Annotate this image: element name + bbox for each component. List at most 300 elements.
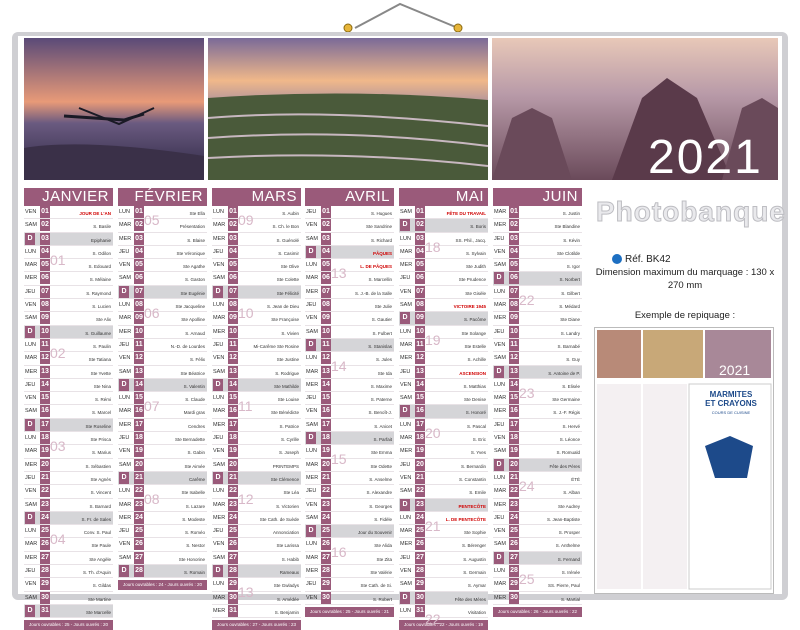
day-row bbox=[305, 392, 394, 405]
day-number: 15 bbox=[321, 392, 331, 404]
weekday: VEN bbox=[25, 395, 37, 402]
day-row bbox=[399, 206, 488, 219]
day-row bbox=[24, 565, 113, 578]
week-number: 15 bbox=[331, 451, 347, 468]
weekday: VEN bbox=[213, 355, 225, 362]
weekday: LUN bbox=[119, 488, 131, 495]
day-number: 19 bbox=[40, 445, 50, 457]
weekday: JEU bbox=[213, 248, 224, 255]
saint-name: S. Anselme bbox=[369, 476, 392, 482]
saint-name: S. Romain bbox=[183, 570, 205, 576]
weekday: SAM bbox=[213, 368, 225, 375]
weekday: JEU bbox=[306, 302, 317, 309]
weekday: MER bbox=[494, 408, 507, 415]
week-number: 02 bbox=[50, 344, 66, 361]
day-number: 04 bbox=[40, 246, 50, 258]
weekday: D bbox=[306, 339, 316, 351]
weekday: JEU bbox=[306, 581, 317, 588]
week-number: 07 bbox=[144, 398, 160, 415]
day-number: 26 bbox=[134, 538, 144, 550]
saint-name: Ste Olive bbox=[280, 264, 299, 270]
day-row bbox=[24, 259, 113, 272]
saint-name: S. Anicet bbox=[374, 423, 392, 429]
day-number: 06 bbox=[228, 272, 238, 284]
weekday: JEU bbox=[213, 435, 224, 442]
saint-name: S. Arnaud bbox=[185, 330, 205, 336]
week-number: 10 bbox=[238, 305, 254, 322]
day-row bbox=[118, 379, 207, 392]
weekday: VEN bbox=[494, 528, 506, 535]
weekday: JEU bbox=[119, 248, 130, 255]
saint-name: S. Hugues bbox=[370, 211, 392, 216]
weekday: D bbox=[25, 605, 35, 617]
saint-name: SS. Phil., Jacq. bbox=[455, 237, 486, 243]
day-row bbox=[493, 499, 582, 512]
saint-name: S. Habib bbox=[281, 556, 299, 562]
day-row bbox=[305, 432, 394, 445]
saint-name: S. Parfait bbox=[373, 437, 392, 443]
weekday: JEU bbox=[25, 288, 36, 295]
day-number: 27 bbox=[228, 552, 238, 564]
saint-name: S. Patrice bbox=[279, 423, 299, 429]
day-number: 16 bbox=[509, 405, 519, 417]
saint-name: S. Bernardin bbox=[460, 463, 486, 469]
month-footer: Jours ouvrables : 25 - Jours ouvrés : 21 bbox=[305, 607, 394, 617]
day-number: 02 bbox=[321, 219, 331, 231]
weekday: JEU bbox=[400, 554, 411, 561]
saint-name: S. Blaise bbox=[187, 237, 205, 243]
day-list bbox=[493, 206, 582, 605]
day-row bbox=[493, 206, 582, 219]
day-number: 10 bbox=[228, 326, 238, 338]
saint-name: L. DE PENTECÔTE bbox=[445, 516, 486, 522]
weekday: MER bbox=[494, 222, 507, 229]
weekday: D bbox=[25, 512, 35, 524]
weekday: VEN bbox=[119, 448, 131, 455]
day-row bbox=[305, 206, 394, 219]
day-number: 30 bbox=[228, 592, 238, 604]
saint-name: Annonciation bbox=[272, 530, 299, 536]
day-row bbox=[212, 605, 301, 618]
weekday: MAR bbox=[494, 209, 507, 215]
day-row bbox=[212, 592, 301, 605]
day-number: 13 bbox=[321, 366, 331, 378]
saint-name: Ste Honorine bbox=[178, 556, 205, 562]
day-number: 09 bbox=[509, 312, 519, 324]
weekday: D bbox=[400, 592, 410, 604]
weekday: VEN bbox=[306, 501, 318, 508]
day-row bbox=[212, 219, 301, 232]
saint-name: Ste Gisèle bbox=[465, 290, 486, 296]
day-row bbox=[24, 379, 113, 392]
saint-name: Ste Larissa bbox=[276, 543, 299, 549]
weekday: SAM bbox=[119, 368, 131, 375]
saint-name: Ste Isabelle bbox=[181, 490, 205, 496]
saint-name: S. Amédée bbox=[276, 596, 299, 602]
day-row bbox=[493, 592, 582, 605]
saint-name: PRINTEMPS bbox=[272, 463, 299, 469]
saint-name: S. J.-B. de la Salle bbox=[354, 290, 392, 296]
day-row bbox=[118, 326, 207, 339]
month-header: FÉVRIER bbox=[118, 188, 207, 206]
saint-name: Ste Alida bbox=[374, 543, 392, 549]
weekday: JEU bbox=[213, 528, 224, 535]
day-row bbox=[399, 392, 488, 405]
day-number: 22 bbox=[415, 485, 425, 497]
photo-rice-terraces bbox=[208, 38, 488, 180]
saint-name: Ste Valérie bbox=[370, 570, 392, 576]
weekday: LUN bbox=[119, 395, 131, 402]
week-number: 08 bbox=[144, 491, 160, 508]
day-row bbox=[305, 459, 394, 472]
day-number: 20 bbox=[228, 459, 238, 471]
day-row bbox=[24, 233, 113, 246]
weekday: VEN bbox=[400, 568, 412, 575]
day-number: 14 bbox=[321, 379, 331, 391]
day-number: 28 bbox=[509, 565, 519, 577]
weekday: MAR bbox=[119, 222, 132, 229]
day-row bbox=[24, 538, 113, 551]
day-row bbox=[212, 552, 301, 565]
week-number: 18 bbox=[425, 238, 441, 255]
weekday: MER bbox=[213, 235, 226, 242]
day-row bbox=[305, 405, 394, 418]
day-row bbox=[493, 445, 582, 458]
saint-name: Ste Diane bbox=[560, 317, 580, 323]
weekday: MER bbox=[306, 568, 319, 575]
day-row bbox=[212, 259, 301, 272]
weekday: JEU bbox=[25, 381, 36, 388]
day-number: 23 bbox=[415, 499, 425, 511]
day-number: 17 bbox=[40, 419, 50, 431]
day-row bbox=[118, 565, 207, 578]
weekday: D bbox=[400, 219, 410, 231]
weekday: MER bbox=[25, 554, 38, 561]
saint-name: S. Alban bbox=[563, 490, 580, 496]
day-row bbox=[305, 419, 394, 432]
day-row bbox=[118, 472, 207, 485]
day-row bbox=[24, 552, 113, 565]
weekday: MAR bbox=[400, 341, 413, 348]
day-number: 25 bbox=[40, 525, 50, 537]
saint-name: S. Elisée bbox=[562, 383, 580, 389]
saint-name: S. Lazare bbox=[185, 503, 205, 509]
month-column bbox=[493, 188, 582, 617]
saint-name: N.-D. de Lourdes bbox=[170, 343, 205, 349]
day-number: 21 bbox=[228, 472, 238, 484]
weekday: MER bbox=[119, 514, 132, 521]
day-number: 24 bbox=[40, 512, 50, 524]
week-number: 09 bbox=[238, 212, 254, 228]
day-number: 07 bbox=[228, 286, 238, 298]
weekday: SAM bbox=[400, 488, 412, 495]
weekday: MER bbox=[400, 541, 413, 548]
day-number: 11 bbox=[321, 339, 331, 351]
saint-name: S. Igor bbox=[566, 264, 580, 270]
day-row bbox=[118, 246, 207, 259]
day-number: 04 bbox=[228, 246, 238, 258]
day-row bbox=[118, 272, 207, 285]
saint-name: S. Bérenger bbox=[461, 543, 486, 549]
saint-name: S. Guénolé bbox=[276, 237, 299, 243]
day-row bbox=[305, 326, 394, 339]
day-row bbox=[399, 578, 488, 591]
weekday: JEU bbox=[494, 421, 505, 428]
saint-name: S. Vivien bbox=[281, 330, 299, 336]
day-number: 13 bbox=[228, 366, 238, 378]
saint-name: S. Claude bbox=[185, 397, 205, 403]
day-number: 16 bbox=[134, 405, 144, 417]
saint-name: S. Raymond bbox=[86, 290, 111, 296]
weekday: D bbox=[213, 472, 223, 484]
day-row bbox=[118, 352, 207, 365]
day-row bbox=[212, 286, 301, 299]
day-row bbox=[118, 538, 207, 551]
saint-name: ASCENSION bbox=[459, 370, 486, 376]
saint-name: Ste Estelle bbox=[464, 343, 486, 349]
day-number: 08 bbox=[321, 299, 331, 311]
day-number: 12 bbox=[134, 352, 144, 364]
day-row bbox=[399, 472, 488, 485]
saint-name: S. Joseph bbox=[278, 450, 299, 456]
weekday: LUN bbox=[400, 421, 412, 428]
saint-name: S. Gaston bbox=[184, 277, 205, 283]
saint-name: Cendres bbox=[187, 423, 205, 429]
day-number: 29 bbox=[321, 578, 331, 590]
saint-name: S. Stanislas bbox=[368, 343, 392, 349]
day-row bbox=[399, 445, 488, 458]
saint-name: S. Romuald bbox=[556, 450, 580, 456]
weekday: SAM bbox=[400, 302, 412, 309]
saint-name: Ste Gwladys bbox=[273, 583, 299, 589]
weekday: VEN bbox=[119, 541, 131, 548]
weekday: SAM bbox=[25, 594, 37, 601]
day-row bbox=[399, 525, 488, 538]
day-number: 20 bbox=[40, 459, 50, 471]
day-number: 01 bbox=[228, 206, 238, 218]
day-number: 29 bbox=[40, 578, 50, 590]
dimension-text: Dimension maximum du marquage : 130 x 270 mm bbox=[595, 267, 775, 291]
day-number: 11 bbox=[40, 339, 50, 351]
month-header: AVRIL bbox=[305, 188, 394, 206]
weekday: SAM bbox=[306, 235, 318, 242]
day-number: 22 bbox=[321, 485, 331, 497]
day-list bbox=[118, 206, 207, 578]
day-row bbox=[305, 499, 394, 512]
weekday: VEN bbox=[119, 355, 131, 362]
day-row bbox=[305, 366, 394, 379]
brand-title: Photobanque bbox=[596, 196, 786, 227]
week-number: 22 bbox=[425, 610, 441, 627]
day-number: 14 bbox=[509, 379, 519, 391]
day-row bbox=[212, 405, 301, 418]
day-row bbox=[399, 312, 488, 325]
weekday: LUN bbox=[494, 381, 506, 388]
saint-name: Epiphanie bbox=[90, 237, 111, 243]
day-row bbox=[212, 339, 301, 352]
day-row bbox=[493, 326, 582, 339]
week-number: 03 bbox=[50, 438, 66, 455]
weekday: JEU bbox=[494, 328, 505, 335]
saint-name: S. Fulbert bbox=[372, 330, 392, 336]
weekday: VEN bbox=[119, 262, 131, 269]
day-number: 22 bbox=[509, 485, 519, 497]
weekday: MER bbox=[119, 235, 132, 242]
weekday: MAR bbox=[213, 408, 226, 415]
saint-name: S. Kévin bbox=[563, 237, 580, 243]
weekday: LUN bbox=[25, 528, 37, 535]
day-row bbox=[493, 233, 582, 246]
day-row bbox=[399, 485, 488, 498]
month-column bbox=[212, 188, 301, 630]
weekday: MER bbox=[25, 368, 38, 375]
day-number: 05 bbox=[415, 259, 425, 271]
day-number: 07 bbox=[40, 286, 50, 298]
saint-name: S. Edouard bbox=[88, 264, 111, 270]
weekday: D bbox=[213, 286, 223, 298]
day-row bbox=[305, 219, 394, 232]
day-row bbox=[212, 472, 301, 485]
day-number: 12 bbox=[40, 352, 50, 364]
day-number: 19 bbox=[415, 445, 425, 457]
saint-name: Ste Cath. de Suède bbox=[259, 516, 299, 522]
day-number: 21 bbox=[40, 472, 50, 484]
saint-name: PÂQUES bbox=[372, 250, 392, 256]
weekday: VEN bbox=[25, 302, 37, 309]
day-row bbox=[24, 592, 113, 605]
day-number: 03 bbox=[228, 233, 238, 245]
saint-name: S. Paulin bbox=[92, 343, 111, 349]
day-row bbox=[118, 233, 207, 246]
day-row bbox=[305, 246, 394, 259]
week-number: 12 bbox=[238, 491, 254, 508]
weekday: LUN bbox=[213, 395, 225, 402]
day-number: 11 bbox=[134, 339, 144, 351]
weekday: MAR bbox=[400, 248, 413, 255]
day-number: 26 bbox=[40, 538, 50, 550]
day-number: 19 bbox=[509, 445, 519, 457]
weekday: JEU bbox=[306, 209, 317, 215]
day-number: 30 bbox=[509, 592, 519, 604]
day-number: 06 bbox=[321, 272, 331, 284]
saint-name: Ste Emma bbox=[370, 450, 392, 456]
month-footer: Jours ouvrables : 24 - Jours ouvrés : 20 bbox=[118, 580, 207, 590]
weekday: MER bbox=[25, 275, 38, 282]
weekday: D bbox=[119, 379, 129, 391]
day-row bbox=[305, 472, 394, 485]
saint-name: S. Lucien bbox=[92, 304, 111, 310]
day-row bbox=[24, 206, 113, 219]
day-number: 03 bbox=[321, 233, 331, 245]
weekday: JEU bbox=[400, 275, 411, 282]
day-number: 02 bbox=[415, 219, 425, 231]
day-number: 05 bbox=[134, 259, 144, 271]
day-row bbox=[399, 405, 488, 418]
saint-name: S. Augustin bbox=[463, 556, 486, 562]
saint-name: Ste Yvette bbox=[90, 370, 111, 376]
weekday: D bbox=[306, 432, 316, 444]
week-number: 11 bbox=[238, 398, 253, 415]
weekday: JEU bbox=[400, 461, 411, 468]
day-row bbox=[305, 485, 394, 498]
saint-name: S. Roméo bbox=[184, 530, 205, 536]
day-row bbox=[399, 379, 488, 392]
saint-name: Visitation bbox=[467, 609, 486, 615]
day-row bbox=[305, 233, 394, 246]
saint-name: Mi-Carême Ste Rosine bbox=[253, 343, 299, 349]
saint-name: S. Irénée bbox=[561, 570, 580, 576]
day-number: 26 bbox=[415, 538, 425, 550]
weekday: LUN bbox=[119, 302, 131, 309]
saint-name: S. Félix bbox=[189, 357, 205, 363]
saint-name: Ste Aimée bbox=[184, 463, 205, 469]
weekday: SAM bbox=[25, 222, 37, 229]
day-number: 09 bbox=[228, 312, 238, 324]
day-number: 17 bbox=[415, 419, 425, 431]
day-row bbox=[24, 445, 113, 458]
day-number: 10 bbox=[40, 326, 50, 338]
weekday: JEU bbox=[25, 568, 36, 575]
day-number: 28 bbox=[134, 565, 144, 577]
day-number: 10 bbox=[321, 326, 331, 338]
example-thumbnail bbox=[594, 327, 774, 594]
saint-name: Ste Clotilde bbox=[556, 250, 580, 256]
day-number: 08 bbox=[134, 299, 144, 311]
day-number: 27 bbox=[509, 552, 519, 564]
weekday: VEN bbox=[213, 448, 225, 455]
weekday: JEU bbox=[306, 395, 317, 402]
saint-name: Ste Martine bbox=[87, 596, 111, 602]
day-number: 03 bbox=[415, 233, 425, 245]
saint-name: S. Nestor bbox=[186, 543, 205, 549]
day-row bbox=[493, 512, 582, 525]
day-number: 13 bbox=[134, 366, 144, 378]
saint-name: S. Landry bbox=[560, 330, 580, 336]
weekday: MER bbox=[494, 501, 507, 508]
weekday: MER bbox=[213, 514, 226, 521]
day-number: 15 bbox=[40, 392, 50, 404]
weekday: LUN bbox=[400, 235, 412, 242]
saint-name: S. Norbert bbox=[559, 277, 580, 283]
day-number: 05 bbox=[40, 259, 50, 271]
saint-name: Présentation bbox=[179, 224, 205, 230]
saint-name: S. Emile bbox=[469, 490, 486, 496]
day-row bbox=[493, 246, 582, 259]
day-number: 23 bbox=[40, 499, 50, 511]
saint-name: Ste Julie bbox=[374, 304, 392, 310]
day-number: 30 bbox=[321, 592, 331, 604]
day-row bbox=[399, 366, 488, 379]
saint-name: S. Aymar bbox=[467, 583, 486, 589]
saint-name: S. Fr. de Sales bbox=[81, 516, 111, 522]
day-row bbox=[493, 299, 582, 312]
saint-name: Ste Eugénie bbox=[180, 290, 205, 296]
saint-name: S. Valentin bbox=[183, 383, 205, 389]
weekday: MER bbox=[306, 381, 319, 388]
day-number: 18 bbox=[321, 432, 331, 444]
day-number: 28 bbox=[228, 565, 238, 577]
weekday: MER bbox=[400, 448, 413, 455]
saint-name: S. Marcel bbox=[91, 410, 111, 416]
day-row bbox=[118, 339, 207, 352]
month-column bbox=[305, 188, 394, 617]
day-number: 22 bbox=[228, 485, 238, 497]
saint-name: S. J.-F. Régis bbox=[553, 410, 580, 416]
saint-name: S. Maxime bbox=[370, 383, 392, 389]
day-number: 13 bbox=[40, 366, 50, 378]
day-number: 30 bbox=[415, 592, 425, 604]
weekday: VEN bbox=[306, 222, 318, 229]
